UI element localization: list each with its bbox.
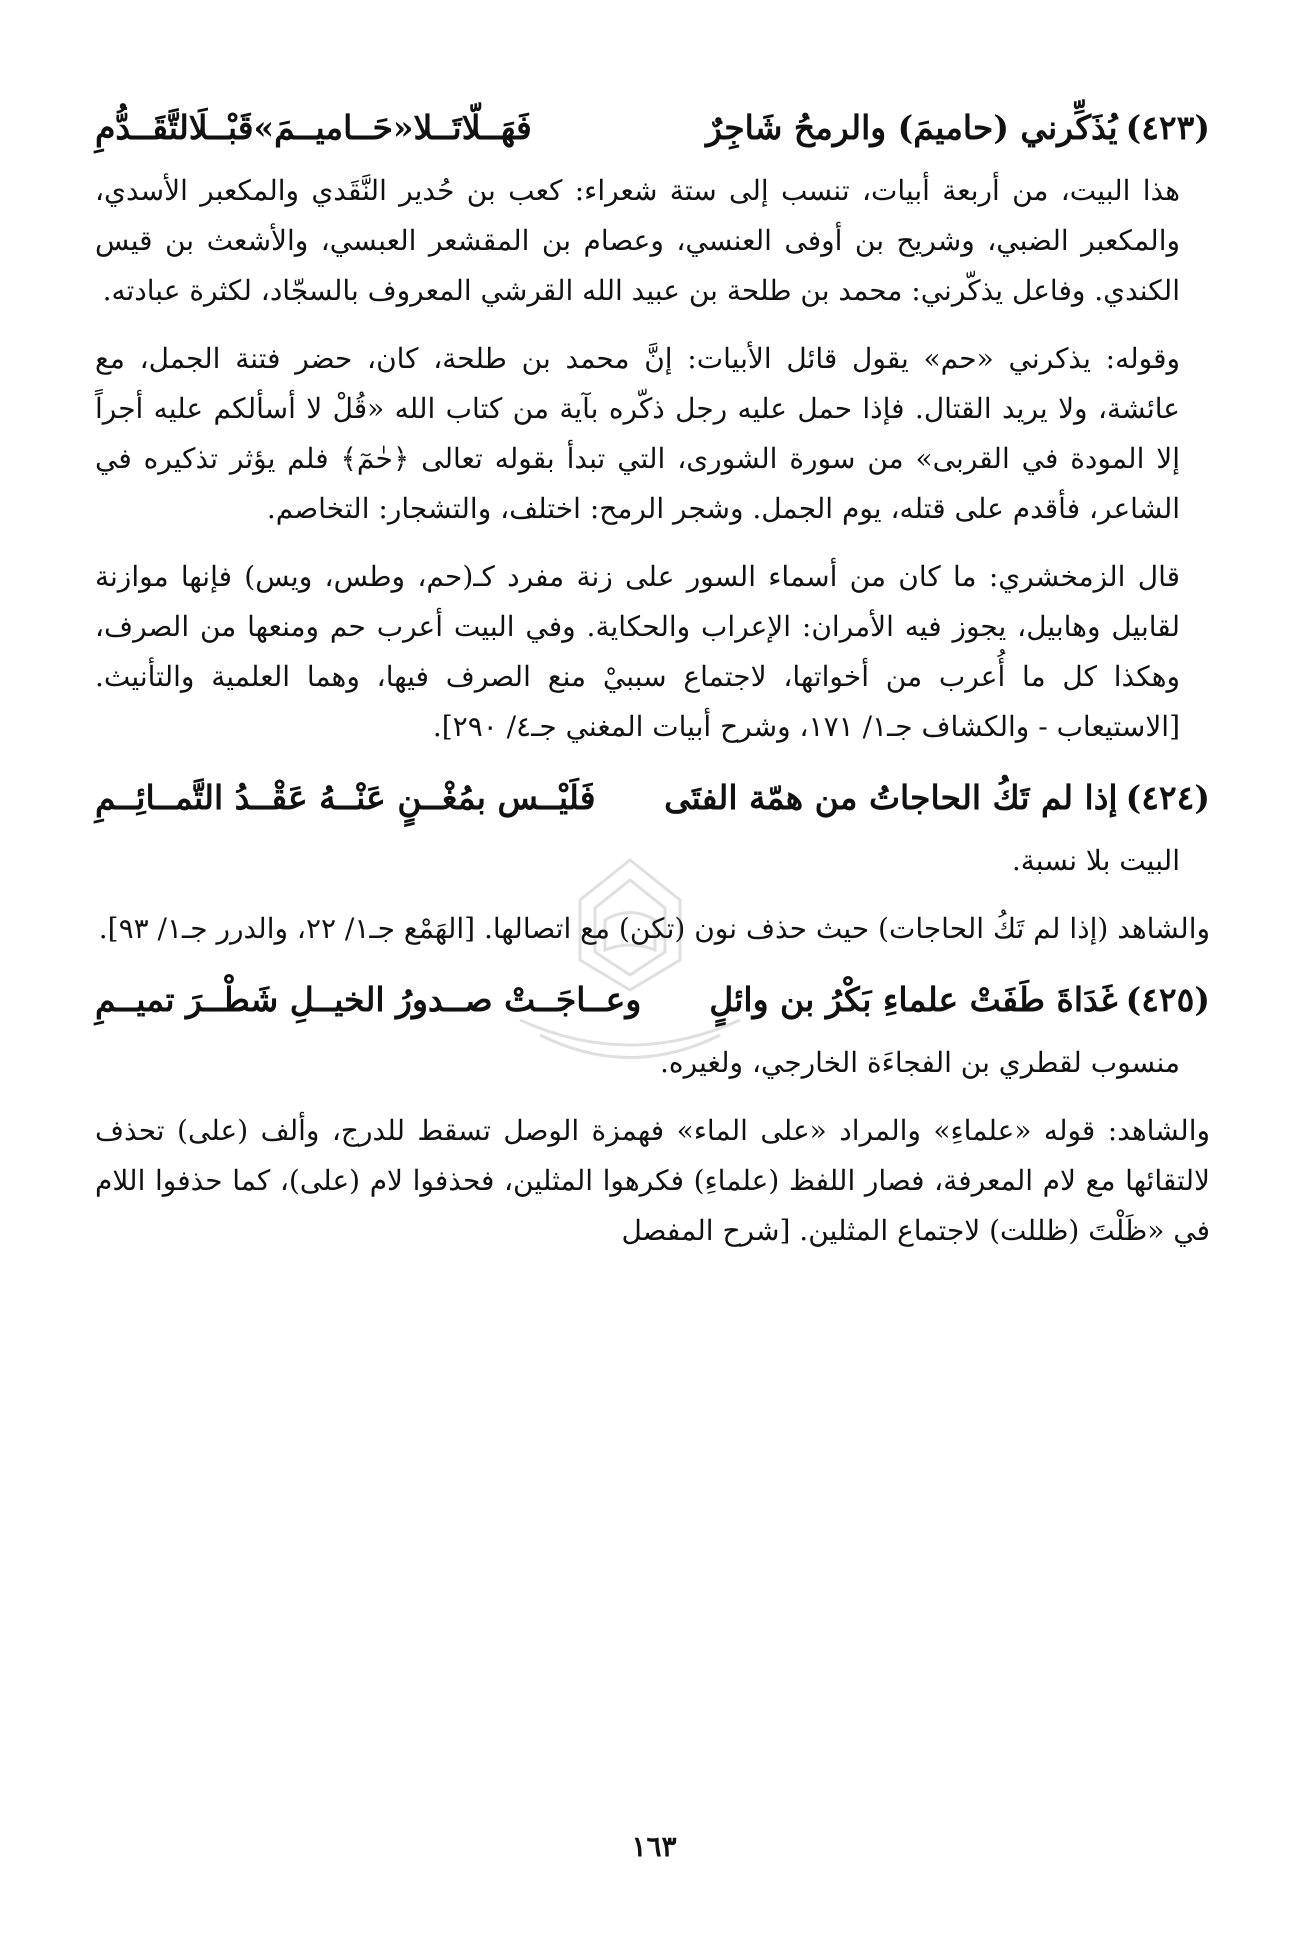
verse-number: (٤٢٣) <box>1125 108 1210 147</box>
verse-number: (٤٢٤) <box>1125 778 1210 817</box>
verse-number: (٤٢٥) <box>1125 980 1210 1019</box>
verse-second-hemistich: وعــاجَــتْ صــدورُ الخيــلِ شَطْــرَ تميــمِ <box>95 980 642 1019</box>
attribution-paragraph: البيت بلا نسبة. <box>1011 844 1180 877</box>
verse-first-hemistich: (٤٢٣)يُذَكِّرني (حاميمَ) والرمحُ شَاجِرٌ <box>706 108 1210 147</box>
commentary-paragraph: هذا البيت، من أربعة أبيات، تنسب إلى ستة شعراء: كعب بن حُدير النَّقَدي والمكعبر الأسدي، والمكعبر الضبي، وشريح بن أوفى العنسي، وعصام بن المقشعر العبسي، والأشعث بن قيس الكندي. وفاعل يذكّرني: محمد بن طلحة بن عبيد الله القرشي المعروف بالسجّاد، لكثرة عبادته. <box>95 174 1180 307</box>
verse-424 <box>95 770 1210 826</box>
commentary-paragraph: والشاهد: قوله «علماءِ» والمراد «على الماء» فهمزة الوصل تسقط للدرج، وألف (على) تحذف لالتقائها مع لام المعرفة، فصار اللفظ (علماءِ) فكرهوا المثلين، فحذفوا لام (على)، كما حذفوا اللام في «ظَلْتَ (ظللت) لاجتماع المثلين. [شرح المفصل <box>95 1114 1210 1247</box>
verse-first-hemistich: (٤٢٥)غَدَاةَ طَفَتْ علماءِ بَكْرُ بن وائلٍ <box>709 980 1210 1019</box>
commentary-paragraph: قال الزمخشري: ما كان من أسماء السور على زنة مفرد كـ(حم، وطس، ويس) فإنها موازنة لقابيل وهابيل، يجوز فيه الأمران: الإعراب والحكاية. وفي البيت أعرب حم ومنعها من الصرف، وهكذا كل ما أُعرب من أخواتها، لاجتماع سببيْ منع الصرف فيها، وهما العلمية والتأنيث. [الاستيعاب - والكشاف جـ١/ ١٧١، وشرح أبيات المغني جـ٤/ ٢٩٠]. <box>95 560 1180 743</box>
verse-second-hemistich: فَهَــلّاتَــلا«حَــاميــمَ»قَبْــلَالتَّقَــدُّمِ <box>95 108 532 147</box>
library-seal-watermark <box>480 840 780 1060</box>
verse-423 <box>95 100 1210 156</box>
page-number: ١٦٣ <box>631 1830 677 1863</box>
verse-second-hemistich: فَلَيْــس بمُغْــنٍ عَنْــهُ عَقْــدُ التَّمــائِــمِ <box>95 778 596 817</box>
commentary-paragraph: وقوله: يذكرني «حم» يقول قائل الأبيات: إنَّ محمد بن طلحة، كان، حضر فتنة الجمل، مع عائشة، ولا يريد القتال. فإذا حمل عليه رجل ذكّره بآية من كتاب الله «قُلْ لا أسألكم عليه أجراً إلا المودة في القربى» من سورة الشورى، التي تبدأ بقوله تعالى ﴿حٰمٓ﴾ فلم يؤثر تذكيره في الشاعر، فأقدم على قتله، يوم الجمل. وشجر الرمح: اختلف، والتشجار: التخاصم. <box>95 342 1180 525</box>
attribution-paragraph: منسوب لقطري بن الفجاءَة الخارجي، ولغيره. <box>660 1046 1180 1079</box>
commentary-paragraph: والشاهد (إذا لم تَكُ الحاجات) حيث حذف نون (تكن) مع اتصالها. [الهَمْع جـ١/ ٢٢، والدرر جـ١/ ٩٣]. <box>98 912 1210 945</box>
verse-first-hemistich: (٤٢٤)إذا لم تَكُ الحاجاتُ من همّة الفتَى <box>664 778 1210 817</box>
